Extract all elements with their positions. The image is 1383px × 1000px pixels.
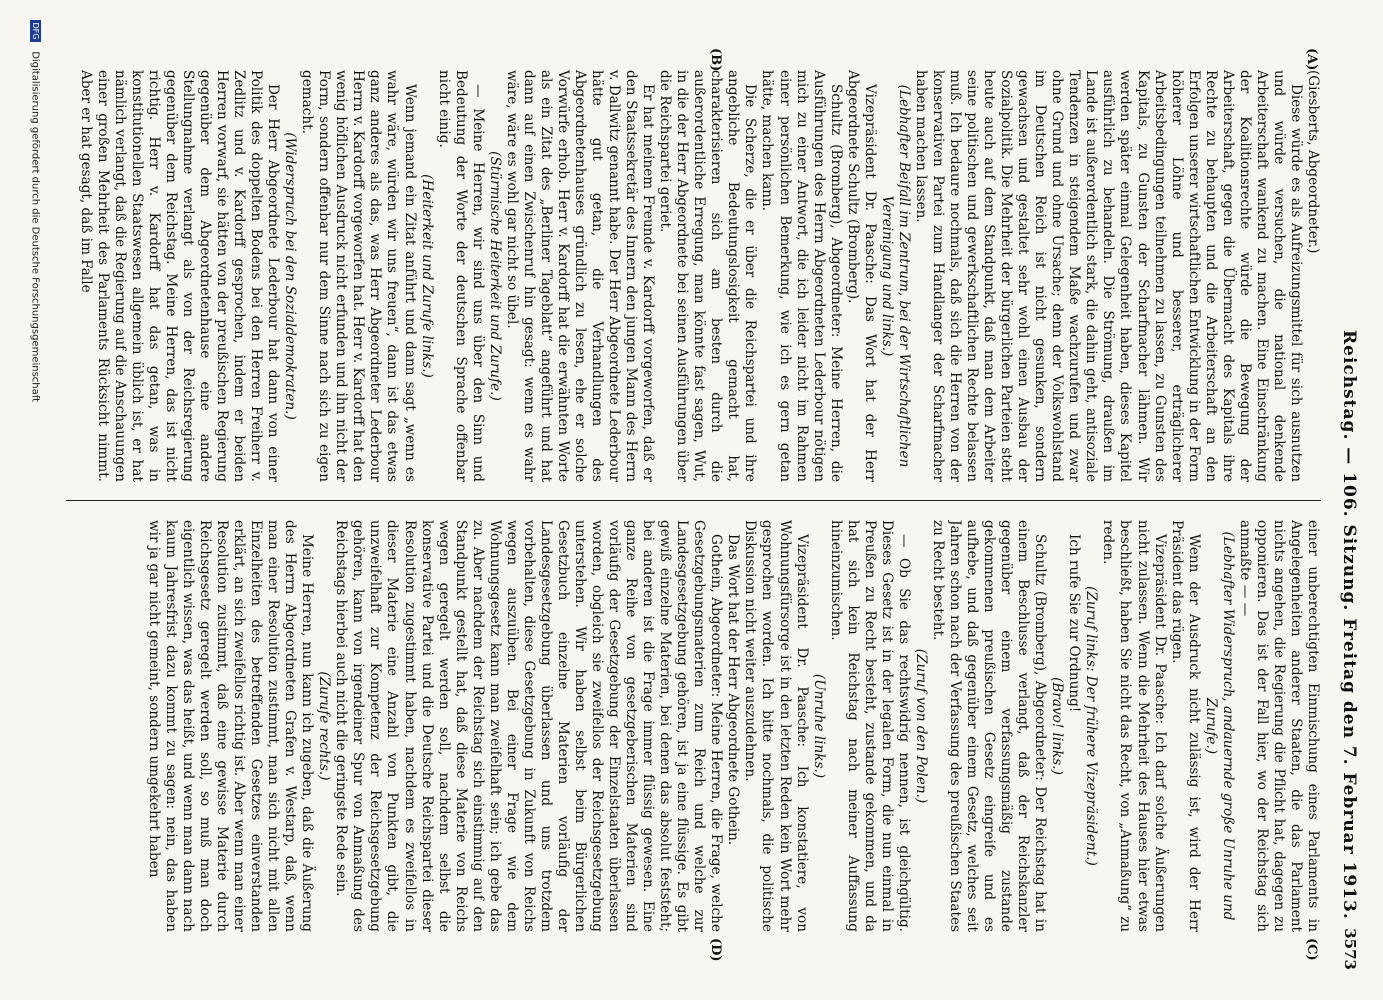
interjection: (Bravo! links.) xyxy=(1049,677,1066,775)
paragraph: einer unberechtigten Einmischung eines Parlaments in Angelegenheiten anderer Staaten, die das Parlament nichts angehen, die Regierung die Pflicht hat, dagegen zu opponieren. Das ist der Fall hier, wo der Reichstag sich anmaßte — — xyxy=(1236,520,1321,932)
paragraph: Wenn jemand ein Zitat anführt und dann sagt „wenn es wahr wäre, würden wir uns freuen“, dann ist das etwas ganz anderes als das, was Herr Abgeordneter Lederbour Herrn v. Kardorff vorgeworfen hat. Herr v. Kardorff hat den wenig höflichen Ausdruck nicht erfunden und ihn nicht der Form, sondern offenbar nur dem Sinne nach sich zu eigen gemacht. xyxy=(299,70,418,482)
margin-marker-b: (B) xyxy=(708,48,723,72)
paragraph: — Meine Herren, wir sind uns über den Sinn und Bedeutung der Worte der deutschen Sprache offenbar nicht einig. xyxy=(435,70,486,482)
interjection: (Zuruf von den Polen.) xyxy=(912,648,929,804)
page-header xyxy=(1331,70,1365,970)
interjection: (Heiterkeit und Zurufe links.) xyxy=(418,174,435,378)
interjection: (Lebhafter Beifall im Zentrum, bei der Wirtschaftlichen Vereinigung und links.) xyxy=(878,84,912,468)
digitization-credit xyxy=(30,20,42,980)
paragraph: Ich rufe Sie zur Ordnung! xyxy=(1066,534,1083,713)
paragraph: (Giesberts, Abgeordneter.) xyxy=(1305,70,1321,254)
paragraph: Gothein, Abgeordneter: Meine Herren, die Frage, welche Gesetzgebungsmaterien zum Reich und welche zur Landesgesetzgebung gehören, ist ja eine flüssige. Es gibt gewiß einzelne Materien, bei denen das absolut feststeht; bei anderen ist die Frage immer flüssig gewesen. Eine ganze Reihe von gesetzgeberischen Materien sind vorläufig der Gesetzgebung der Einzelstaaten überlassen worden, obgleich sie zweifellos der Reichsgesetzgebung unterstehen. Wir haben selbst beim Bürgerlichen Gesetzbuch einzelne Materien vorläufig der Landesgesetzgebung überlassen und uns trotzdem vorbehalten, diese Gesetzgebung in Zukunft von Reichs wegen auszuüben. Bei einer Frage wie dem Wohnungsgesetz kann man zweifelhaft sein; ich gebe das zu. Aber nachdem der Reichstag sich einstimmig auf den Standpunkt gestellt hat, daß diese Materie von Reichs wegen geregelt werden soll, nachdem selbst die konservative Partei und die Deutsche Reichspartei dieser Resolution zugestimmt haben, nachdem es zweifellos in dieser Materie eine Anzahl von Punkten gibt, die unzweifelhaft zur Kompetenz der Reichsgesetzgebung gehören, kann von irgendeiner Spur von Anmaßung des Reichstags hierbei auch nicht die geringste Rede sein. xyxy=(333,520,725,932)
page-title: Reichstag. — 106. Sitzung. Freitag den 7. Februar 1913. xyxy=(1339,330,1359,920)
column-divider xyxy=(66,500,1321,501)
paragraph: Diese würde es als Aufreizungsmittel für sich ausnutzen und würde versuchen, die national denkende Arbeiterschaft wankend zu machen. Eine Einschränkung der Koalitionsrechte würde die Bewegung der Arbeiterschaft, gegen die Übermacht des Kapitals ihre Rechte zu behaupten und die Arbeiterschaft an den Erfolgen unserer wirtschaftlichen Entwicklung in der Form höherer Löhne und besserer, erträglicherer Arbeitsbedingungen teilnehmen zu lassen, zu Gunsten des Kapitals, zu Gunsten der Scharfmacher lähmen. Wir werden später einmal Gelegenheit haben, dieses Kapitel ausführlich zu behandeln. Die Strömung, draußen im Lande ist außerordentlich stark, die dahin geht, antisoziale Tendenzen in steigendem Maße wachzurufen und zwar ohne Grund und ohne Ursache; denn der Volkswohlstand im Deutschen Reich ist nicht gesunken, sondern gewachsen und gestaltet sehr wohl einen Ausbau der Sozialpolitik. Die Mehrheit der bürgerlichen Parteien steht heute auch auf dem Standpunkt, daß man dem Arbeiter seine politischen und gewerkschaftlichen Rechte belassen muß. Ich bedaure nochmals, daß sich die Herren von der konservativen Partei zum Handlanger der Scharfmacher haben machen lassen. xyxy=(912,70,1304,482)
interjection: (Unruhe links.) xyxy=(810,673,827,779)
interjection: (Widerspruch bei den Sozialdemokraten.) xyxy=(282,132,299,420)
right-text-column xyxy=(66,520,1321,932)
paragraph: Die Scherze, die er über die Reichspartei und ihre angebliche Bedeutungslosigkeit gemacht hat, charakterisieren sich am besten durch die außerordentliche Erregung, man könnte fast sagen, Wut, in die der Herr Abgeordnete bei seinen Ausführungen über die Reichspartei geriet. xyxy=(657,70,759,482)
paragraph: Wenn der Ausdruck nicht zulässig ist, wird der Herr Präsident das rügen. xyxy=(1168,520,1202,932)
margin-marker-c: (C) xyxy=(1304,938,1319,961)
credit-text: Digitalisierung gefördert durch die Deutsche Forschungsgemeinschaft xyxy=(29,51,41,403)
paragraph: Er hat meinem Freunde v. Kardorff vorgeworfen, daß er den Staatssekretär des Innern den jungen Mann des Herrn v. Dallwitz genannt habe. Der Herr Abgeordnete Lederbour hätte gut getan, die Verhandlungen des Abgeordnetenhauses gründlich zu lesen, ehe er solche Vorwürfe erhob. Herr v. Kardorff hat die erwähnten Worte als ein Zitat des „Berliner Tageblatt“ angeführt und hat dann auf einen Zwischenruf hin gesagt: wenn es wahr wäre, wäre es wohl gar nicht so übel. xyxy=(503,70,657,482)
paragraph: Vizepräsident Dr. Paasche: Ich konstatiere, von Wohnungsfürsorge ist in den letzten Reden kein Wort mehr gesprochen worden. Ich bitte nochmals, die politische Diskussion nicht weiter auszudehnen. xyxy=(742,520,810,932)
page-number: 3573 xyxy=(1341,928,1359,970)
paragraph: Schultz (Bromberg), Abgeordneter: Meine Herren, die Ausführungen des Herrn Abgeordneten Lederbour nötigen mich zu einer Antwort, die ich leider nicht im Rahmen einer persönlichen Bemerkung, wie ich es gern getan hätte, machen kann. xyxy=(759,70,844,482)
margin-marker-d: (D) xyxy=(708,938,723,962)
paragraph: Vizepräsident Dr. Paasche: Ich darf solche Äußerungen nicht zulassen. Wenn die Mehrheit des Hauses hier etwas beschließt, haben Sie nicht das Recht, von „Anmaßung“ zu reden. xyxy=(1100,520,1168,932)
paragraph: Der Herr Abgeordnete Lederbour hat dann von einer Politik des doppelten Bodens bei den Herren Freiherr v. Zedlitz und v. Kardorff gesprochen, indem er beiden Herren vorwarf, sie hätten von der preußischen Regierung gegenüber dem Abgeordnetenhause eine andere Stellungnahme verlangt als von der Reichsregierung gegenüber dem Reichstag. Meine Herren, das ist nicht richtig. Herr v. Kardorff hat das getan, was in konstitutionellen Staatswesen allgemein üblich ist, er hat nämlich verlangt, daß die Regierung auf die Anschauungen einer großen Mehrheit des Parlaments Rücksicht nimmt. Aber er hat gesagt, daß im Falle xyxy=(77,70,282,482)
interjection: (Lebhafter Widerspruch, andauernde große Unruhe und Zurufe.) xyxy=(1202,531,1236,921)
margin-marker-a: (A) xyxy=(1304,48,1319,71)
paragraph: Schultz (Bromberg), Abgeordneter: Der Reichstag hat in einem Beschlusse verlangt, daß der Reichskanzler gegenüber einem verfassungsmäßig zustande gekommenen preußischen Gesetz eingreife und es aufhebe, und daß gegenüber einem Gesetz, welches seit Jahren schon nach der Verfassung des preußischen Staates zu Recht besteht. xyxy=(929,520,1049,932)
paragraph: Meine Herren, nun kann ich zugeben, daß die Äußerung des Herrn Abgeordneten Grafen v. Westarp, daß, wenn man einer Resolution zustimmt, man sich nicht mit allen Einzelheiten des betreffenden Gesetzes einverstanden erklärt, an sich zweifellos richtig ist. Aber wenn man einer Resolution zustimmt, daß eine gewisse Materie durch Reichsgesetz geregelt werden soll, so muß man doch eigentlich wissen, was das heißt, und wenn man dann nach kaum Jahresfrist dazu kommt zu sagen: nein, das haben wir ja gar nicht gemeint, sondern umgekehrt haben xyxy=(145,520,316,932)
paragraph: Vizepräsident Dr. Paasche: Das Wort hat der Herr Abgeordnete Schultz (Bromberg). xyxy=(844,70,878,482)
paragraph: — Ob Sie das rechtswidrig nennen, ist gleichgültig. Dieses Gesetz ist in der legalen Form, die nun einmal in Preußen zu Recht besteht, zustande gekommen, und da hat sich kein Reichstag nach meiner Auffassung hineinzumischen. xyxy=(827,520,912,932)
interjection: (Zurufe rechts.) xyxy=(316,671,333,781)
left-text-column xyxy=(66,70,1321,482)
dfg-logo: DFG xyxy=(30,20,41,42)
interjection: (Stürmische Heiterkeit und Zurufe.) xyxy=(486,151,503,401)
interjection: (Zuruf links: Der frühere Vizepräsident.) xyxy=(1083,586,1100,866)
paragraph: Das Wort hat der Herr Abgeordnete Gothein. xyxy=(725,534,742,846)
